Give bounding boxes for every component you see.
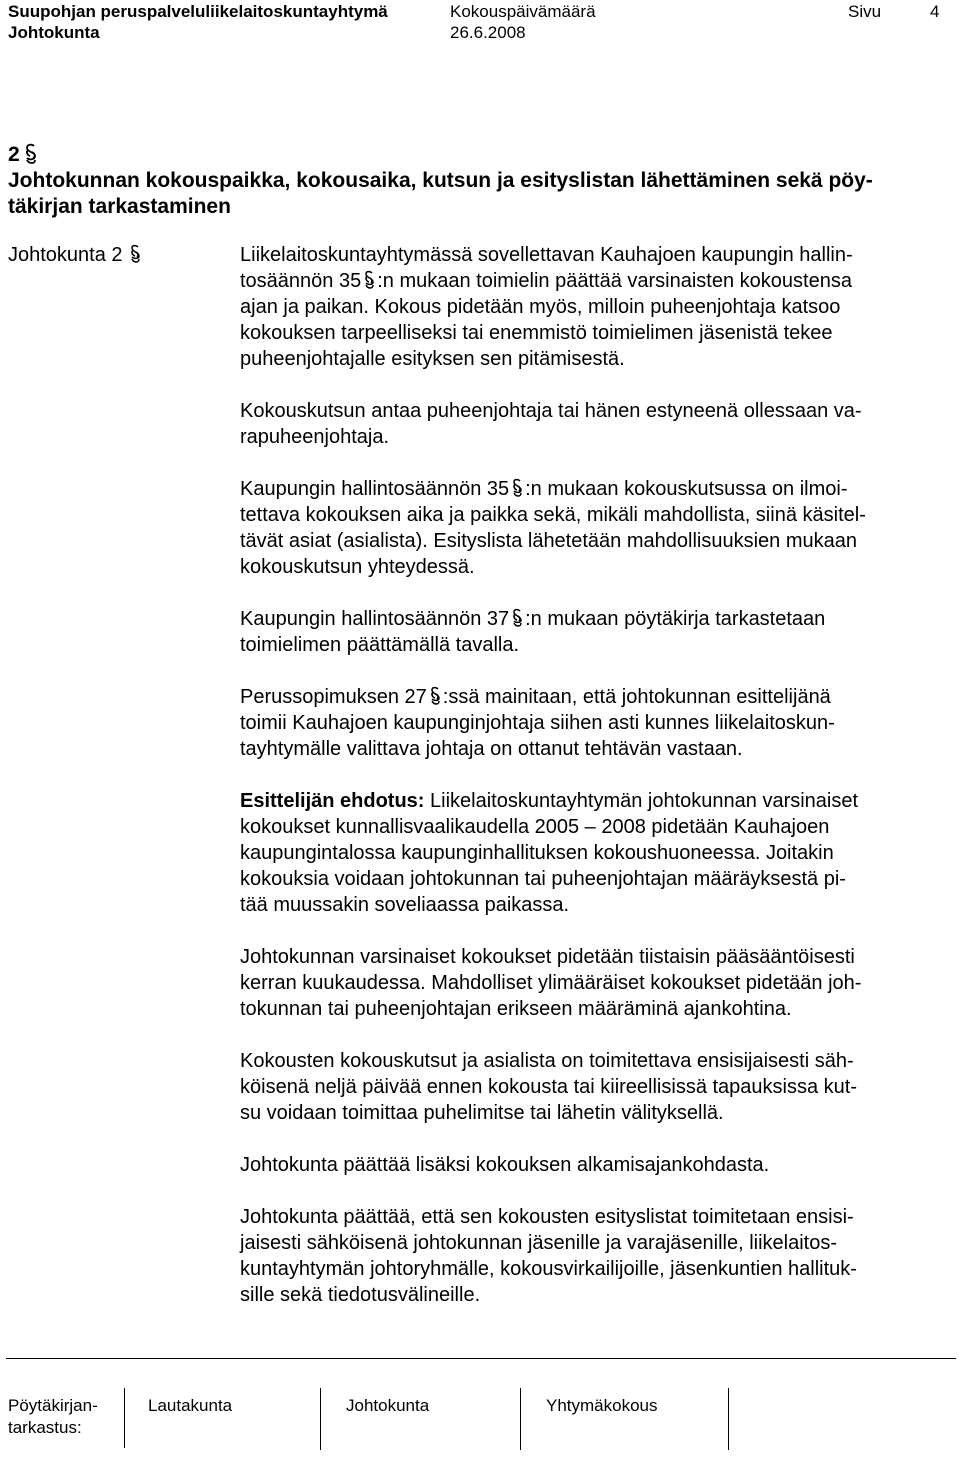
section-number: 2 [8, 143, 20, 166]
text-line: Kokouskutsun antaa puheenjohtaja tai hänen estyneenä ollessaan va- [240, 400, 862, 422]
text-line: kokoukset kunnallisvaalikaudella 2005 – 2008 pidetään Kauhajoen [240, 816, 830, 838]
text-line: köisenä neljä päivää ennen kokousta tai kiireellisissä tapauksissa kut- [240, 1076, 858, 1098]
text-line: puheenjohtajalle esityksen sen pitämisestä. [240, 348, 625, 370]
text-fragment: Kaupungin hallintosäännön 37 [240, 608, 510, 630]
text-line: tokunnan tai puheenjohtajan erikseen määräminä ajankohtina. [240, 998, 792, 1020]
text-fragment: :ssä mainitaan, että johtokunnan esittelijänä [442, 686, 831, 708]
text-fragment: :n mukaan pöytäkirja tarkastetaan [525, 608, 826, 630]
text-line [240, 476, 848, 502]
text-line: Johtokunta päättää lisäksi kokouksen alkamisajankohdasta. [240, 1154, 770, 1176]
footer-separator [520, 1388, 521, 1450]
text-line: Johtokunnan varsinaiset kokoukset pidetään tiistaisin pääsääntöisesti [240, 946, 855, 968]
text-line: kaupungintalossa kaupunginhallituksen kokoushuoneessa. Joitakin [240, 842, 834, 864]
footer-check-label-2: tarkastus: [8, 1418, 82, 1437]
footer-check-label-1: Pöytäkirjan- [8, 1396, 98, 1415]
text-line [240, 606, 825, 632]
text-line: toimii Kauhajoen kaupunginjohtaja siihen asti kunnes liikelaitoskun- [240, 712, 835, 734]
section-sign-icon [429, 686, 441, 706]
section-number-line [8, 142, 38, 168]
header-body: Johtokunta [8, 23, 100, 42]
section-sign-icon [511, 608, 523, 628]
paragraph-proposal [240, 788, 940, 918]
paragraph-9 [240, 1152, 940, 1178]
paragraph-7 [240, 944, 940, 1022]
section-sign-icon [129, 244, 141, 264]
paragraph-5 [240, 684, 940, 762]
text-line: su voidaan toimittaa puhelimitse tai lähetin välityksellä. [240, 1102, 724, 1124]
agenda-item-text: Johtokunta 2 [8, 244, 123, 266]
text-line: tayhtymälle valittava johtaja on ottanut tehtävän vastaan. [240, 738, 743, 760]
text-line [240, 268, 852, 294]
text-line: kokouksen tarpeelliseksi tai enemmistö toimielimen jäsenistä tekee [240, 322, 833, 344]
text-line [240, 684, 831, 710]
text-line: kokouskutsun yhteydessä. [240, 556, 475, 578]
agenda-item-label [8, 242, 143, 268]
footer-col-johtokunta: Johtokunta [346, 1396, 430, 1415]
header-page-label: Sivu [848, 2, 882, 21]
paragraph-4 [240, 606, 940, 658]
footer-separator [728, 1388, 729, 1450]
text-fragment: :n mukaan toimielin päättää varsinaisten kokoustensa [377, 270, 852, 292]
paragraph-3 [240, 476, 940, 580]
paragraph-10 [240, 1204, 940, 1308]
text-line: kokouksia voidaan johtokunnan tai puheenjohtajan määräyksestä pi- [240, 868, 846, 890]
footer-separator [124, 1388, 125, 1448]
paragraph-1 [240, 242, 940, 372]
text-line: ajan ja paikan. Kokous pidetään myös, milloin puheenjohtaja katsoo [240, 296, 841, 318]
footer-separator [320, 1388, 321, 1450]
text-line: tettava kokouksen aika ja paikka sekä, mikäli mahdollista, siinä käsitel- [240, 504, 866, 526]
proposal-label: Esittelijän ehdotus: [240, 790, 425, 812]
section-sign-icon [363, 270, 375, 290]
header-meeting-date: 26.6.2008 [450, 23, 526, 42]
paragraph-8 [240, 1048, 940, 1126]
text-line: Johtokunta päättää, että sen kokousten esityslistat toimitetaan ensisi- [240, 1206, 854, 1228]
text-line: toimielimen päättämällä tavalla. [240, 634, 520, 656]
section-sign-icon [24, 143, 38, 165]
text-fragment: Liikelaitoskuntayhtymän johtokunnan varsinaiset [424, 790, 859, 812]
text-line: kerran kuukaudessa. Mahdolliset ylimääräiset kokoukset pidetään joh- [240, 972, 862, 994]
text-line [240, 788, 858, 814]
section-title-line-1: Johtokunnan kokouspaikka, kokousaika, kutsun ja esityslistan lähettäminen sekä pöy- [8, 169, 873, 192]
text-line: kuntayhtymän johtoryhmälle, kokousvirkailijoille, jäsenkuntien hallituk- [240, 1258, 857, 1280]
text-fragment: Perussopimuksen 27 [240, 686, 427, 708]
footer-divider [6, 1358, 956, 1359]
body-text [240, 242, 940, 1334]
text-line: Liikelaitoskuntayhtymässä sovellettavan Kauhajoen kaupungin hallin- [240, 244, 853, 266]
text-line: Kokousten kokouskutsut ja asialista on toimitettava ensisijaisesti säh- [240, 1050, 854, 1072]
text-fragment: Kaupungin hallintosäännön 35 [240, 478, 510, 500]
section-title-line-2: täkirjan tarkastaminen [8, 195, 231, 218]
text-fragment: :n mukaan kokouskutsussa on ilmoi- [525, 478, 848, 500]
section-sign-icon [511, 478, 523, 498]
text-line: rapuheenjohtaja. [240, 426, 390, 448]
header-meeting-label: Kokouspäivämäärä [450, 2, 596, 21]
header-page-number: 4 [930, 2, 940, 21]
text-fragment: tosäännön 35 [240, 270, 362, 292]
text-line: tävät asiat (asialista). Esityslista lähetetään mahdollisuuksien mukaan [240, 530, 857, 552]
header-organization: Suupohjan peruspalveluliikelaitoskuntayhtymä [8, 2, 388, 21]
text-line: sille sekä tiedotusvälineille. [240, 1284, 481, 1306]
footer-col-lautakunta: Lautakunta [148, 1396, 233, 1415]
paragraph-2 [240, 398, 940, 450]
text-line: jaisesti sähköisenä johtokunnan jäsenille ja varajäsenille, liikelaitos- [240, 1232, 838, 1254]
text-line: tää muussakin soveliaassa paikassa. [240, 894, 570, 916]
footer-col-yhtymakokous: Yhtymäkokous [546, 1396, 658, 1415]
